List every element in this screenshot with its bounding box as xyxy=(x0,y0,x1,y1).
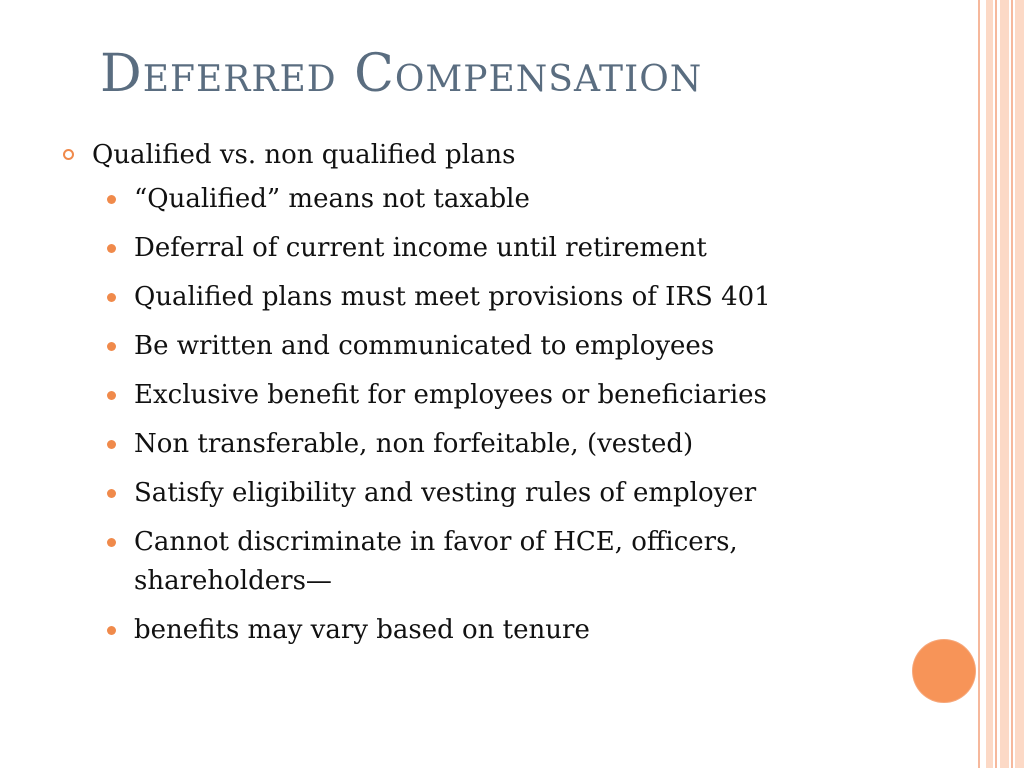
filled-circle-bullet-icon xyxy=(107,489,116,498)
sub-bullet-text: Deferral of current income until retirement xyxy=(134,233,707,263)
edge-stripe xyxy=(1011,0,1013,768)
main-bullet-point xyxy=(92,136,900,174)
hollow-circle-bullet-icon xyxy=(63,149,74,160)
filled-circle-bullet-icon xyxy=(107,391,116,400)
sub-bullet-item xyxy=(134,229,854,268)
sub-bullet-item xyxy=(134,278,854,317)
filled-circle-bullet-icon xyxy=(107,538,116,547)
sub-bullet-text: “Qualified” means not taxable xyxy=(134,184,530,214)
filled-circle-bullet-icon xyxy=(107,244,116,253)
filled-circle-bullet-icon xyxy=(107,440,116,449)
sub-bullet-item xyxy=(134,611,854,650)
edge-stripe xyxy=(978,0,980,768)
sub-bullet-text: Non transferable, non forfeitable, (vested) xyxy=(134,429,694,459)
main-bullet-text: Qualified vs. non qualified plans xyxy=(92,140,516,170)
sub-bullet-text: Exclusive benefit for employees or beneficiaries xyxy=(134,380,767,410)
slide-content xyxy=(0,136,900,660)
sub-bullet-list xyxy=(0,180,900,650)
sub-bullet-text: Be written and communicated to employees xyxy=(134,331,715,361)
edge-stripe xyxy=(995,0,997,768)
edge-stripe xyxy=(986,0,993,768)
sub-bullet-text: benefits may vary based on tenure xyxy=(134,615,590,645)
sub-bullet-text: Qualified plans must meet provisions of IRS 401 xyxy=(134,282,771,312)
edge-stripe xyxy=(1015,0,1024,768)
filled-circle-bullet-icon xyxy=(107,626,116,635)
sub-bullet-item xyxy=(134,425,854,464)
filled-circle-bullet-icon xyxy=(107,293,116,302)
sub-bullet-item xyxy=(134,180,854,219)
sub-bullet-text: Satisfy eligibility and vesting rules of employer xyxy=(134,478,757,508)
sub-bullet-item xyxy=(134,523,854,601)
slide-title: Deferred Compensation xyxy=(100,44,703,104)
sub-bullet-item xyxy=(134,327,854,366)
sub-bullet-text: Cannot discriminate in favor of HCE, officers, shareholders— xyxy=(134,527,738,596)
filled-circle-bullet-icon xyxy=(107,195,116,204)
sub-bullet-item xyxy=(134,474,854,513)
edge-stripe xyxy=(1000,0,1009,768)
sub-bullet-item xyxy=(134,376,854,415)
filled-circle-bullet-icon xyxy=(107,342,116,351)
decorative-circle xyxy=(913,640,975,702)
